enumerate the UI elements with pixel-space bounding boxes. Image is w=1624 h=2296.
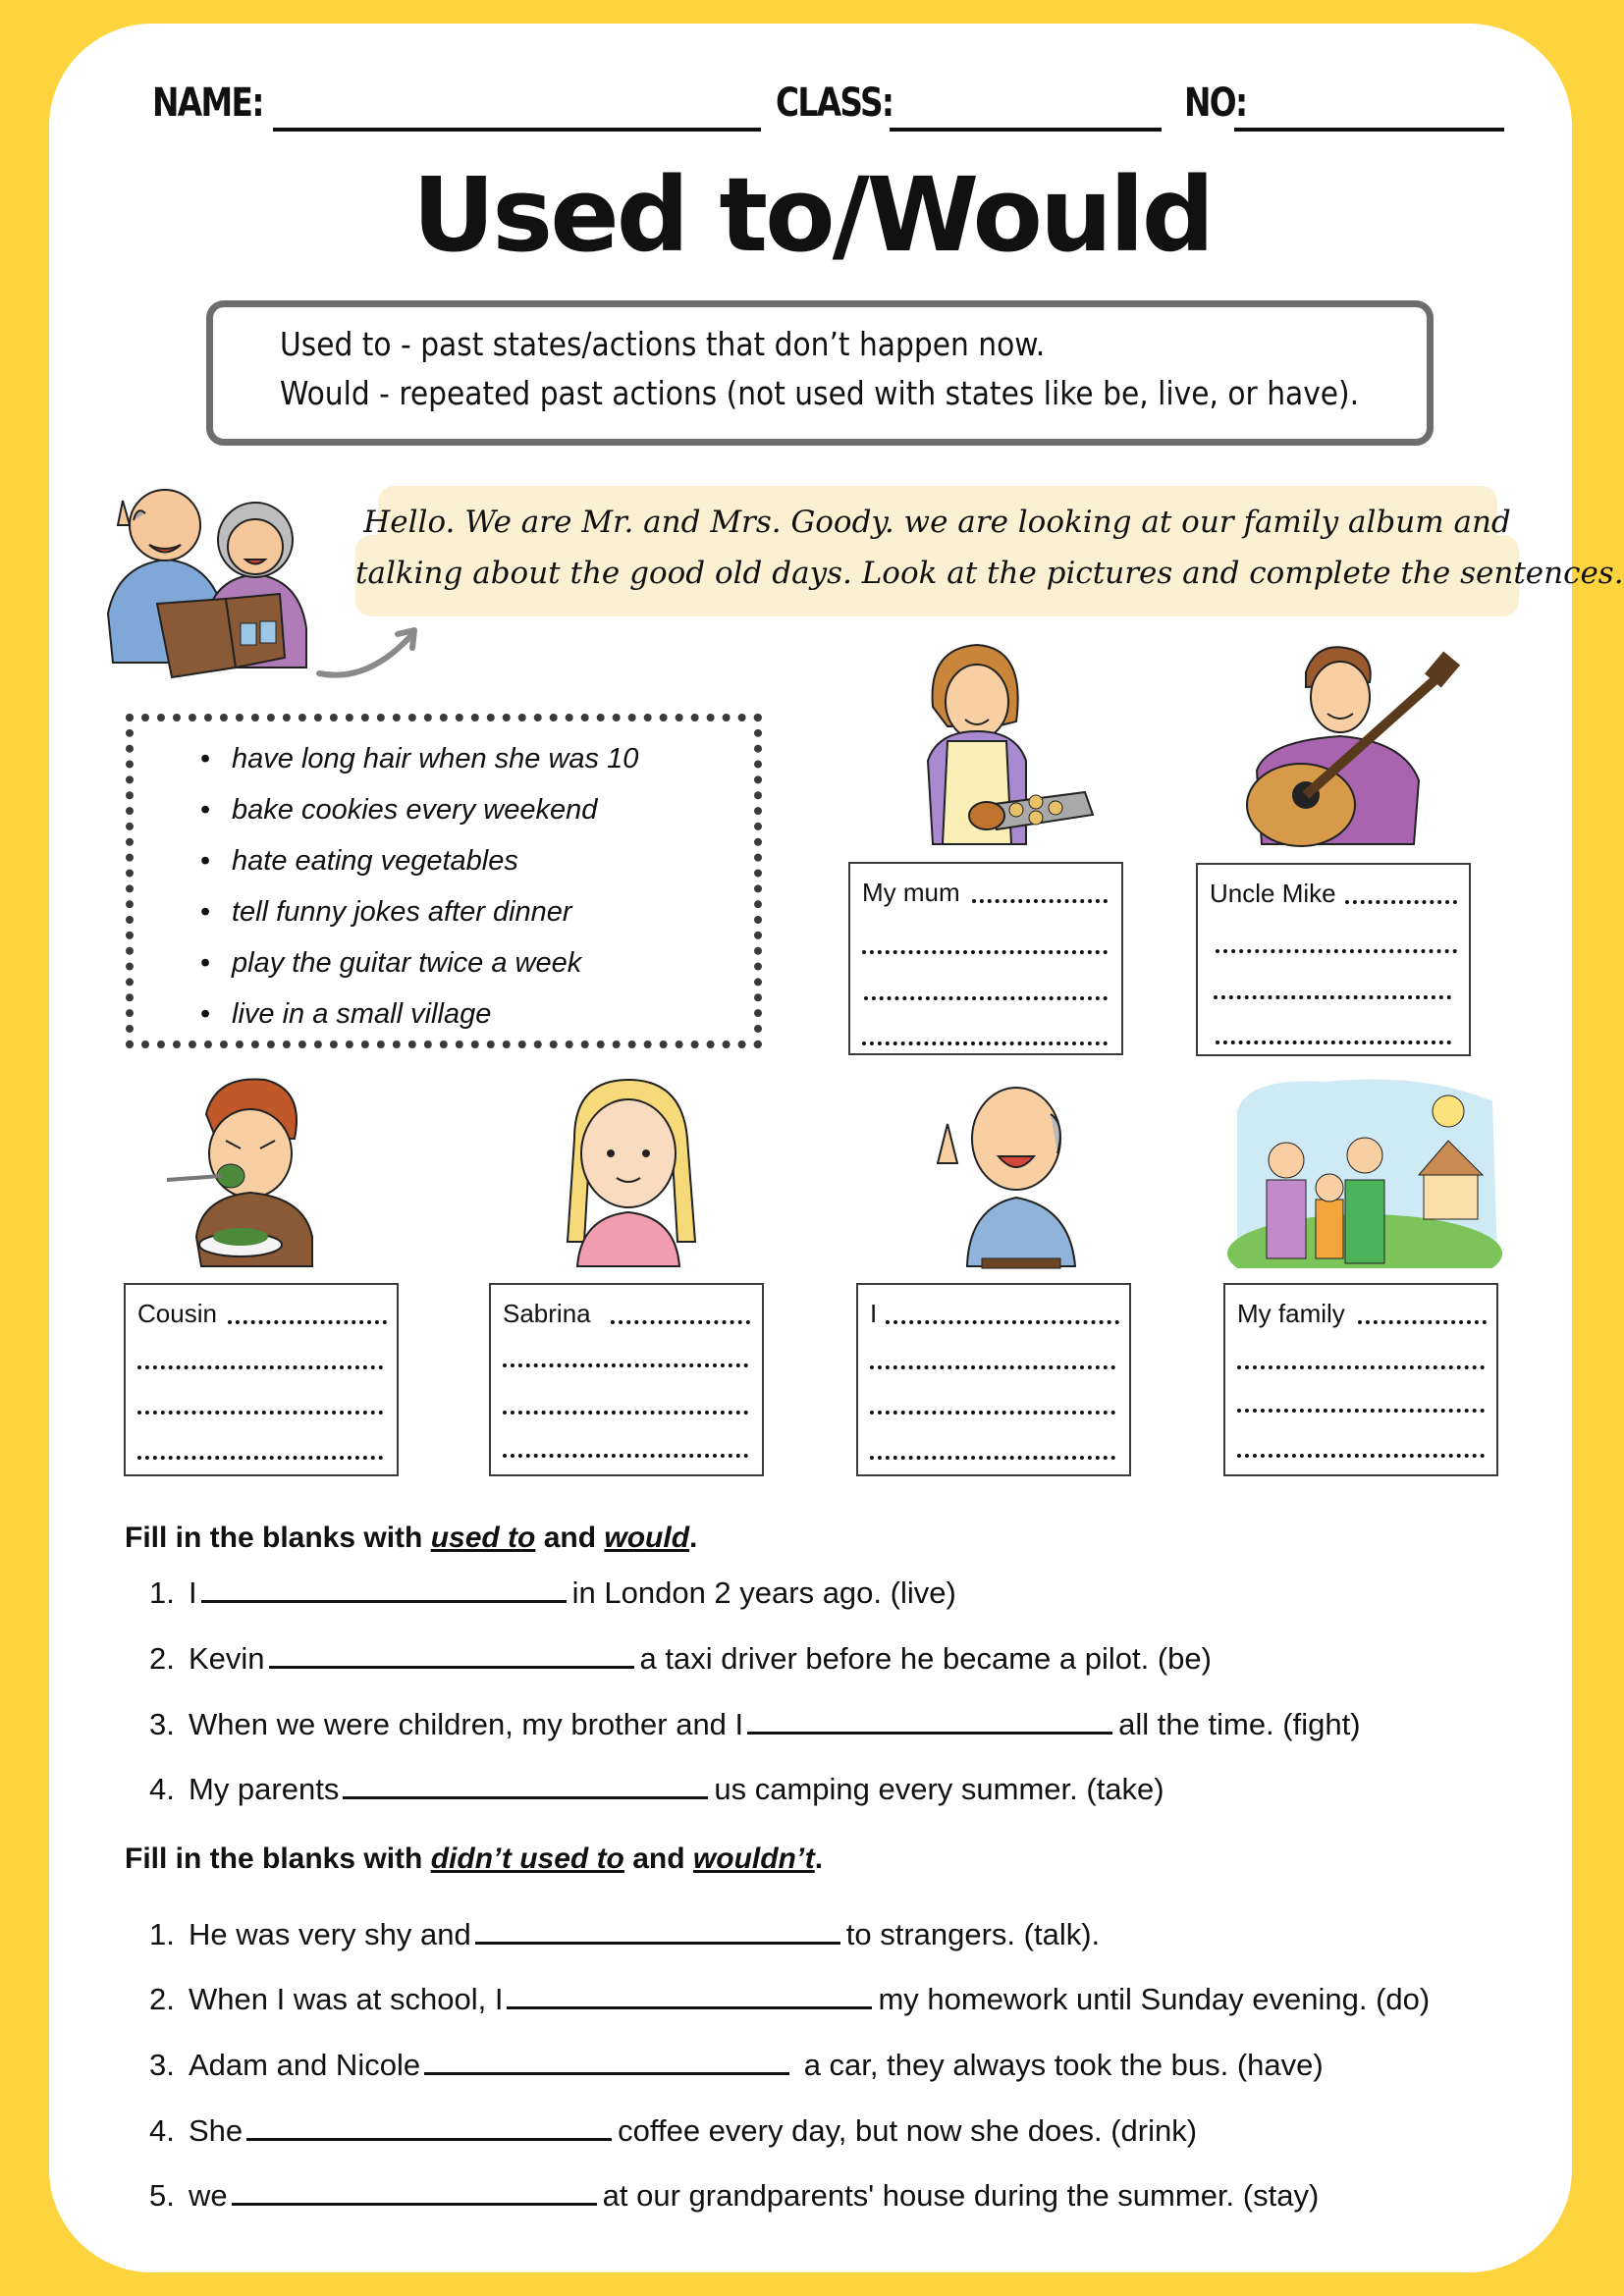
exercise-1-item: 1. I in London 2 years ago. (live) [149,1575,956,1610]
word-bank-item: • live in a small village [232,998,491,1031]
class-label: CLASS: [776,80,893,126]
writing-line[interactable] [864,996,1108,1000]
grandfather-picture [908,1070,1105,1271]
writing-line[interactable] [870,1365,1115,1369]
blank-input[interactable] [747,1706,1112,1735]
exercise-1-item: 2. Kevin a taxi driver before he became a pilot. (be) [149,1641,1212,1676]
exercise-1-item: 4. My parents us camping every summer. (take) [149,1772,1164,1806]
exercise-2-item: 2. When I was at school, I my homework until Sunday evening. (do) [149,1982,1431,2016]
writing-line[interactable] [972,899,1108,903]
no-field[interactable] [1234,128,1504,132]
writing-line[interactable] [137,1411,383,1415]
rule-used-to: Used to - past states/actions that don’t happen now. [280,325,1046,363]
writing-line[interactable] [1237,1454,1485,1458]
writing-line[interactable] [1345,900,1457,904]
answer-box-label: My mum [862,878,960,907]
word-bank-item: • have long hair when she was 10 [232,743,638,775]
writing-line[interactable] [228,1320,387,1324]
exercise-2-item: 3. Adam and Nicole a car, they always took the bus. (have) [149,2048,1324,2082]
name-field[interactable] [273,128,761,132]
writing-line[interactable] [503,1411,748,1415]
blank-input[interactable] [232,2177,597,2206]
writing-line[interactable] [137,1456,383,1460]
blank-input[interactable] [424,2047,789,2075]
no-label: NO: [1184,80,1247,126]
word-bank-item: • play the guitar twice a week [232,947,581,980]
exercise-2-item: 1. He was very shy and to strangers. (talk). [149,1917,1101,1951]
writing-line[interactable] [1214,995,1451,999]
word-bank-item: • bake cookies every weekend [232,794,597,827]
intro-line-2: talking about the good old days. Look at the pictures and complete the sentences. [355,556,1624,591]
exercise-2-item: 5. we at our grandparents' house during the summer. (stay) [149,2178,1320,2213]
exercise-2-heading: Fill in the blanks with didn’t used to and wouldn’t. [125,1842,824,1875]
arrow-icon [314,624,427,681]
word-bank [126,714,762,1048]
rules-box [206,300,1434,446]
writing-line[interactable] [1216,949,1457,953]
blank-input[interactable] [269,1640,634,1669]
uncle-guitar-picture [1208,633,1463,849]
blank-input[interactable] [507,1981,872,2009]
writing-line[interactable] [1216,1041,1451,1044]
grandparents-album-illustration [98,466,324,682]
answer-box-i[interactable] [856,1283,1131,1476]
writing-line[interactable] [886,1320,1119,1324]
cousin-vegetables-picture [147,1070,344,1271]
name-label: NAME: [152,80,263,126]
answer-box-my-family[interactable] [1223,1283,1498,1476]
sabrina-picture [530,1070,727,1271]
writing-line[interactable] [1237,1365,1485,1369]
writing-line[interactable] [862,950,1108,954]
writing-line[interactable] [1358,1320,1487,1324]
writing-line[interactable] [870,1411,1115,1415]
intro-line-1: Hello. We are Mr. and Mrs. Goody. we are looking at our family album and [363,505,1511,540]
writing-line[interactable] [862,1041,1108,1045]
answer-box-uncle-mike[interactable] [1196,863,1471,1056]
writing-line[interactable] [1237,1409,1485,1413]
blank-input[interactable] [246,2112,612,2141]
family-village-picture [1227,1072,1502,1268]
answer-box-label: I [870,1299,878,1328]
writing-line[interactable] [870,1456,1115,1460]
answer-box-cousin[interactable] [124,1283,399,1476]
answer-box-label: Uncle Mike [1210,879,1336,908]
exercise-2-item: 4. She coffee every day, but now she does. (drink) [149,2113,1198,2148]
exercise-1-item: 3. When we were children, my brother and I all the time. (fight) [149,1707,1361,1741]
word-bank-item: • tell funny jokes after dinner [232,896,572,929]
answer-box-label: Sabrina [503,1299,591,1328]
answer-box-my-mum[interactable] [848,862,1123,1055]
blank-input[interactable] [343,1771,708,1799]
page-title: Used to/Would [411,155,1213,275]
word-bank-item: • hate eating vegetables [232,845,518,878]
answer-box-label: My family [1237,1299,1345,1328]
exercise-1-heading: Fill in the blanks with used to and would. [125,1522,698,1554]
rule-would: Would - repeated past actions (not used with states like be, live, or have). [280,374,1360,412]
answer-box-sabrina[interactable] [489,1283,764,1476]
class-field[interactable] [890,128,1162,132]
blank-input[interactable] [475,1916,840,1945]
answer-box-label: Cousin [137,1299,217,1328]
blank-input[interactable] [201,1575,567,1603]
writing-line[interactable] [137,1365,383,1369]
writing-line[interactable] [611,1320,750,1324]
writing-line[interactable] [503,1363,748,1367]
mum-baking-picture [879,633,1105,849]
writing-line[interactable] [503,1454,748,1458]
